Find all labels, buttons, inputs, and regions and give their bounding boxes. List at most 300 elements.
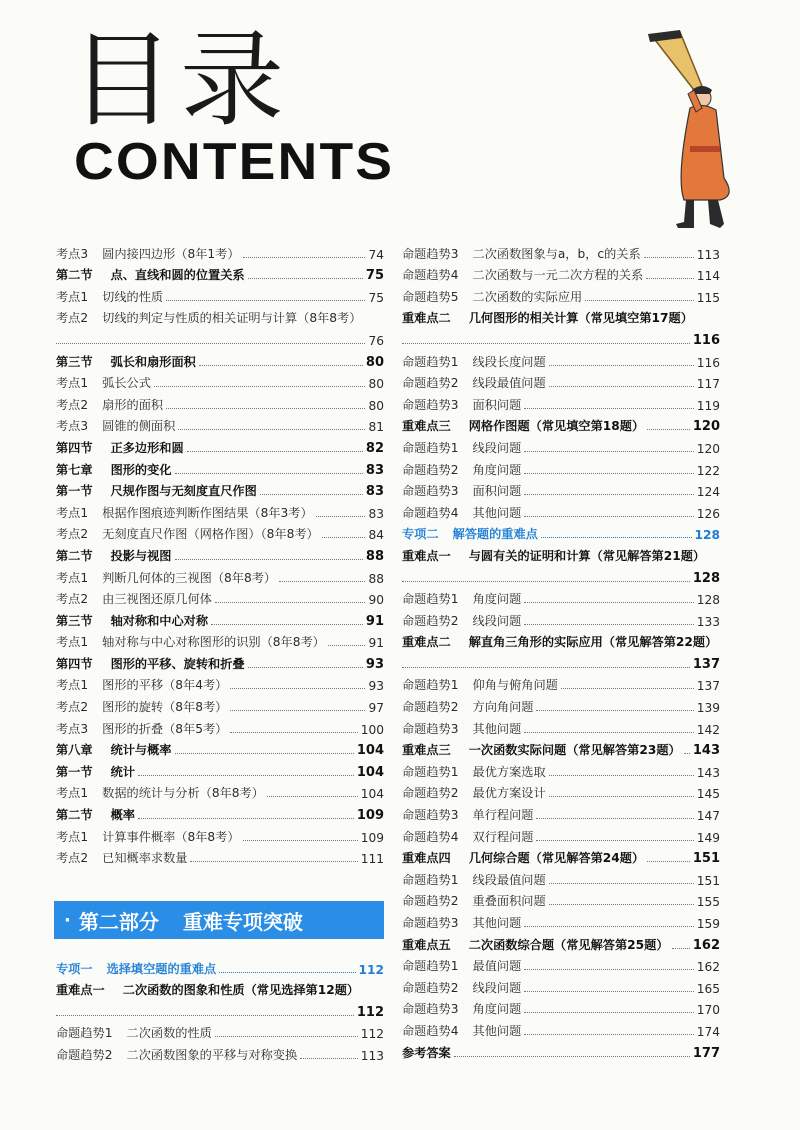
- toc-entry[interactable]: [56, 434, 384, 456]
- page-title: 目录: [70, 19, 291, 141]
- toc-entry-title: 线段问题: [472, 980, 522, 995]
- toc-entry[interactable]: [402, 953, 720, 975]
- toc-entry-page: 83: [368, 506, 384, 521]
- toc-entry[interactable]: [402, 866, 720, 888]
- dot-leader: [524, 991, 693, 992]
- dot-leader: [187, 451, 363, 452]
- toc-entry-title: 点、直线和圆的位置关系: [110, 268, 245, 283]
- toc-entry-key: 考点1: [56, 505, 89, 520]
- toc-entry-key: 第二节: [56, 808, 93, 823]
- toc-entry-title: 最优方案选取: [472, 764, 546, 779]
- toc-entry-page: 116: [696, 355, 720, 370]
- toc-entry-page: 128: [692, 570, 720, 586]
- dot-leader: [215, 602, 366, 603]
- toc-entry[interactable]: [56, 521, 384, 543]
- toc-entry-title: 概率: [110, 808, 135, 823]
- toc-entry-title: 图形的旋转（8年8考）: [102, 700, 228, 715]
- toc-entry-title: 线段最值问题: [472, 872, 546, 887]
- toc-entry[interactable]: [402, 931, 720, 953]
- toc-entry-page: 122: [696, 463, 720, 478]
- toc-entry-title: 其他问题: [472, 916, 522, 930]
- toc-entry-key: 命题趋势2: [402, 462, 459, 477]
- dot-leader: [178, 429, 365, 430]
- toc-entry-title: 线段长度问题: [472, 354, 546, 369]
- dot-leader: [524, 408, 693, 409]
- toc-entry-page: 162: [692, 937, 720, 953]
- toc-left-bottom: [56, 955, 384, 1063]
- toc-entry-title: 角度问题: [472, 462, 522, 477]
- toc-entry-key: 参考答案: [402, 1045, 451, 1060]
- dot-leader: [175, 753, 354, 754]
- dot-leader: [524, 926, 693, 927]
- toc-entry[interactable]: [402, 413, 720, 435]
- dot-leader: [230, 710, 365, 711]
- toc-entry-key: 第四节: [56, 440, 93, 455]
- toc-entry-title: 图形的变化: [110, 462, 172, 477]
- dot-leader: [454, 1056, 690, 1057]
- toc-entry-key: 命题趋势2: [402, 894, 459, 909]
- toc-entry-key: 考点1: [56, 289, 89, 304]
- toc-entry[interactable]: [56, 499, 384, 521]
- toc-entry[interactable]: [402, 607, 720, 629]
- toc-entry-key: 命题趋势4: [402, 505, 459, 520]
- toc-entry-page: 112: [358, 962, 384, 977]
- toc-entry[interactable]: [56, 305, 384, 327]
- toc-entry-key: 考点1: [56, 829, 89, 844]
- toc-entry-key: 第三节: [56, 613, 93, 628]
- toc-entry-key: 第二节: [56, 268, 93, 283]
- toc-entry-key: 考点3: [56, 419, 89, 434]
- toc-entry-key: 命题趋势2: [402, 980, 459, 995]
- toc-entry[interactable]: [56, 478, 384, 500]
- toc-entry[interactable]: [402, 283, 720, 305]
- toc-entry-key: 第八章: [56, 743, 93, 758]
- toc-entry-key: 考点1: [56, 786, 89, 801]
- toc-entry[interactable]: [56, 845, 384, 867]
- toc-entry-key: 命题趋势3: [402, 916, 459, 930]
- toc-entry-key: 重难点一: [56, 983, 105, 998]
- toc-entry-page: 75: [365, 268, 384, 284]
- toc-entry-key: 命题趋势1: [402, 764, 459, 779]
- toc-entry-key: 命题趋势1: [56, 1026, 113, 1041]
- toc-entry[interactable]: [402, 542, 720, 564]
- dot-leader: [322, 537, 366, 538]
- toc-entry[interactable]: [402, 326, 720, 348]
- toc-entry-title: 弧长和扇形面积: [110, 354, 196, 369]
- dot-leader: [243, 257, 366, 258]
- toc-entry[interactable]: [56, 564, 384, 586]
- toc-entry[interactable]: [402, 262, 720, 284]
- dot-leader: [243, 840, 358, 841]
- toc-entry-title: 面积问题: [472, 397, 522, 412]
- toc-entry-title: 尺规作图与无刻度直尺作图: [110, 484, 257, 499]
- dot-leader: [524, 602, 693, 603]
- toc-entry-key: 第二节: [56, 548, 93, 563]
- toc-entry-title: 二次函数的图象和性质（常见选择第12题）: [122, 983, 360, 998]
- toc-entry-page: 133: [696, 614, 720, 629]
- toc-entry-key: 第七章: [56, 462, 93, 477]
- toc-entry-key: 命题趋势4: [402, 829, 459, 844]
- toc-entry[interactable]: [402, 974, 720, 996]
- toc-entry[interactable]: [56, 413, 384, 435]
- toc-entry-title: 轴对称和中心对称: [110, 613, 209, 628]
- toc-entry[interactable]: [402, 499, 720, 521]
- toc-entry-title: 线段问题: [472, 613, 522, 628]
- toc-entry[interactable]: [56, 650, 384, 672]
- toc-left-column: [56, 240, 384, 866]
- toc-entry-title: 二次函数图象的平移与对称变换: [126, 1047, 298, 1062]
- dot-leader: [166, 408, 365, 409]
- toc-entry-key: 考点2: [56, 311, 89, 326]
- toc-entry-key: 命题趋势3: [402, 246, 459, 261]
- toc-entry-key: 考点2: [56, 527, 89, 542]
- dot-leader: [524, 624, 693, 625]
- toc-entry-title: 二次函数的性质: [126, 1026, 212, 1041]
- toc-entry-page: 93: [368, 679, 384, 694]
- toc-entry-title: 计算事件概率（8年8考）: [102, 829, 240, 844]
- dot-leader: [585, 300, 694, 301]
- toc-entry-page: 104: [356, 764, 384, 780]
- toc-entry[interactable]: [56, 672, 384, 694]
- dot-leader: [138, 775, 354, 776]
- toc-entry-key: 第一节: [56, 484, 93, 499]
- dot-leader: [647, 861, 690, 862]
- toc-entry-key: 考点1: [56, 376, 89, 391]
- toc-entry-page: 177: [692, 1045, 720, 1061]
- toc-entry-page: 109: [360, 830, 384, 845]
- toc-entry-key: 命题趋势2: [56, 1047, 113, 1062]
- toc-entry-page: 120: [692, 419, 720, 435]
- toc-entry[interactable]: [56, 607, 384, 629]
- toc-entry[interactable]: [402, 672, 720, 694]
- toc-entry-page: 83: [365, 462, 384, 478]
- dot-leader: [166, 300, 365, 301]
- toc-entry-key: 第四节: [56, 656, 93, 671]
- toc-entry[interactable]: [402, 780, 720, 802]
- toc-entry-page: 80: [365, 354, 384, 370]
- toc-entry-key: 专项二: [402, 527, 439, 542]
- toc-entry-title: 解答题的重难点: [452, 527, 538, 542]
- toc-entry-title: 轴对称与中心对称图形的识别（8年8考）: [102, 635, 325, 650]
- toc-entry-title: 圆锥的侧面积: [102, 419, 176, 434]
- dot-leader: [248, 278, 363, 279]
- toc-entry-key: 命题趋势3: [402, 721, 459, 736]
- toc-entry[interactable]: [402, 586, 720, 608]
- toc-entry[interactable]: [402, 845, 720, 867]
- toc-entry-key: 重难点三: [402, 743, 451, 758]
- toc-entry[interactable]: [56, 780, 384, 802]
- toc-entry-page: 91: [368, 636, 384, 651]
- toc-entry[interactable]: [402, 348, 720, 370]
- dot-leader: [215, 1036, 358, 1037]
- toc-entry-page: 143: [692, 743, 720, 759]
- toc-entry[interactable]: [402, 715, 720, 737]
- toc-entry-title: 面积问题: [472, 484, 522, 499]
- toc-entry-key: 第一节: [56, 764, 93, 779]
- toc-entry-key: 命题趋势3: [402, 484, 459, 499]
- toc-entry[interactable]: [402, 801, 720, 823]
- toc-entry-title: 弧长公式: [102, 376, 151, 391]
- toc-entry-page: 112: [356, 1004, 384, 1020]
- toc-entry-title: 线段最值问题: [472, 376, 546, 391]
- toc-entry-title: 统计: [110, 764, 135, 779]
- dot-leader: [199, 365, 363, 366]
- toc-entry-page: 143: [696, 765, 720, 780]
- dot-leader: [279, 581, 365, 582]
- toc-entry-title: 数据的统计与分析（8年8考）: [102, 786, 264, 801]
- toc-entry[interactable]: [56, 715, 384, 737]
- dot-leader: [175, 559, 363, 560]
- toc-entry-page: 128: [694, 528, 720, 543]
- toc-entry-page: 145: [696, 787, 720, 802]
- toc-right-column: [402, 240, 720, 1061]
- toc-entry-page: 170: [696, 1003, 720, 1018]
- toc-entry[interactable]: [56, 1020, 384, 1042]
- dot-leader: [56, 1015, 354, 1016]
- dot-leader: [248, 667, 363, 668]
- dot-leader: [524, 516, 693, 517]
- toc-entry-page: 82: [365, 440, 384, 456]
- toc-entry-page: 151: [692, 851, 720, 867]
- toc-entry-key: 重难点二: [402, 635, 451, 650]
- toc-entry-title: 最优方案设计: [472, 786, 546, 801]
- dot-leader: [190, 861, 357, 862]
- toc-entry-title: 投影与视图: [110, 548, 172, 563]
- toc-entry-page: 109: [356, 808, 384, 824]
- toc-entry-page: 116: [692, 332, 720, 348]
- dot-leader: [561, 688, 694, 689]
- toc-entry[interactable]: [402, 758, 720, 780]
- toc-entry[interactable]: [56, 737, 384, 759]
- banner-title: 重难专项突破: [182, 909, 303, 934]
- toc-entry[interactable]: [402, 370, 720, 392]
- toc-entry-key: 命题趋势2: [402, 376, 459, 391]
- toc-entry-page: 162: [696, 960, 720, 975]
- dot-leader: [536, 818, 693, 819]
- dot-leader: [549, 796, 694, 797]
- toc-entry[interactable]: [56, 629, 384, 651]
- banner-part: 第二部分: [78, 909, 159, 934]
- toc-entry-title: 角度问题: [472, 592, 522, 607]
- page-subtitle: CONTENTS: [74, 133, 395, 191]
- dot-leader: [328, 645, 366, 646]
- toc-entry-page: 117: [696, 377, 720, 392]
- toc-entry-title: 解直角三角形的实际应用（常见解答第22题）: [468, 635, 718, 650]
- toc-entry-title: 由三视图还原几何体: [102, 592, 212, 607]
- toc-entry-page: 88: [368, 571, 384, 586]
- toc-entry-title: 统计与概率: [110, 743, 172, 758]
- dot-leader: [536, 840, 693, 841]
- toc-entry-key: 考点2: [56, 397, 89, 412]
- toc-entry-key: 考点2: [56, 592, 89, 607]
- toc-entry[interactable]: [56, 955, 384, 977]
- toc-entry-title: 已知概率求数量: [102, 851, 188, 866]
- dot-leader: [230, 732, 357, 733]
- toc-entry-page: 81: [368, 420, 384, 435]
- toc-entry-key: 考点1: [56, 635, 89, 650]
- dot-leader: [402, 581, 690, 582]
- toc-entry-title: 圆内接四边形（8年1考）: [102, 246, 240, 261]
- dot-leader: [541, 537, 692, 538]
- toc-entry[interactable]: [56, 283, 384, 305]
- dot-leader: [524, 1034, 693, 1035]
- toc-entry-key: 命题趋势4: [402, 268, 459, 283]
- toc-entry-key: 重难点五: [402, 937, 451, 952]
- toc-entry-key: 专项一: [56, 961, 93, 976]
- dot-leader: [672, 948, 690, 949]
- toc-entry-page: 113: [360, 1048, 384, 1063]
- dot-leader: [300, 1058, 358, 1059]
- toc-entry-key: 命题趋势1: [402, 872, 459, 887]
- toc-entry-title: 方向角问题: [472, 700, 534, 715]
- toc-entry-key: 重难点一: [402, 548, 451, 563]
- toc-entry-title: 切线的性质: [102, 289, 164, 304]
- toc-entry[interactable]: [402, 1039, 720, 1061]
- toc-entry-page: 80: [368, 398, 384, 413]
- toc-entry[interactable]: [56, 391, 384, 413]
- toc-entry[interactable]: [56, 348, 384, 370]
- toc-entry-title: 几何图形的相关计算（常见填空第17题）: [468, 311, 693, 326]
- toc-entry-title: 仰角与俯角问题: [472, 678, 558, 693]
- toc-entry-page: 112: [360, 1027, 384, 1042]
- toc-entry[interactable]: [402, 823, 720, 845]
- toc-entry-title: 重叠面积问题: [472, 894, 546, 909]
- toc-entry-page: 174: [696, 1024, 720, 1039]
- toc-entry[interactable]: [56, 693, 384, 715]
- dot-leader: [524, 732, 693, 733]
- part-two-banner: [54, 901, 384, 939]
- toc-entry[interactable]: [56, 240, 384, 262]
- toc-entry[interactable]: [402, 391, 720, 413]
- toc-entry-key: 考点3: [56, 246, 89, 261]
- toc-entry-page: 165: [696, 981, 720, 996]
- toc-entry-key: 重难点四: [402, 851, 451, 866]
- toc-entry-title: 最值问题: [472, 959, 522, 974]
- toc-entry[interactable]: [402, 909, 720, 931]
- toc-entry-key: 命题趋势4: [402, 1023, 459, 1038]
- toc-entry-title: 其他问题: [472, 1023, 522, 1038]
- toc-entry-key: 重难点三: [402, 419, 451, 434]
- horn-player-illustration: [640, 28, 750, 228]
- toc-entry-key: 命题趋势3: [402, 808, 459, 823]
- toc-entry[interactable]: [56, 977, 384, 999]
- dot-leader: [524, 494, 693, 495]
- toc-entry-key: 考点1: [56, 678, 89, 693]
- toc-entry-key: 命题趋势3: [402, 1002, 459, 1017]
- toc-entry-page: 75: [368, 290, 384, 305]
- toc-entry-title: 根据作图痕迹判断作图结果（8年3考）: [102, 505, 313, 520]
- toc-entry-title: 切线的判定与性质的相关证明与计算（8年8考）: [102, 311, 362, 326]
- toc-entry[interactable]: [402, 521, 720, 543]
- dot-leader: [524, 473, 693, 474]
- toc-entry[interactable]: [56, 262, 384, 284]
- toc-entry-page: 114: [696, 269, 720, 284]
- toc-entry-title: 线段问题: [472, 440, 522, 455]
- toc-entry-page: 80: [368, 377, 384, 392]
- toc-entry[interactable]: [402, 888, 720, 910]
- dot-leader: [154, 386, 366, 387]
- toc-entry-page: 142: [696, 722, 720, 737]
- toc-entry-page: 84: [368, 528, 384, 543]
- toc-entry[interactable]: [56, 801, 384, 823]
- toc-entry-page: 76: [368, 333, 384, 348]
- toc-entry-key: 命题趋势5: [402, 289, 459, 304]
- dot-leader: [138, 818, 354, 819]
- toc-entry[interactable]: [402, 1017, 720, 1039]
- toc-entry-title: 网格作图题（常见填空第18题）: [468, 419, 645, 434]
- toc-entry-page: 120: [696, 441, 720, 456]
- toc-entry[interactable]: [56, 542, 384, 564]
- dot-leader: [524, 1012, 693, 1013]
- toc-entry-title: 双行程问题: [472, 829, 534, 844]
- toc-entry[interactable]: [402, 456, 720, 478]
- toc-entry[interactable]: [402, 737, 720, 759]
- dot-leader: [211, 624, 363, 625]
- toc-entry[interactable]: [402, 564, 720, 586]
- dot-leader: [549, 365, 694, 366]
- toc-entry[interactable]: [402, 478, 720, 500]
- toc-entry[interactable]: [56, 586, 384, 608]
- toc-entry-key: 命题趋势2: [402, 700, 459, 715]
- dot-leader: [260, 494, 363, 495]
- toc-entry-page: 155: [696, 895, 720, 910]
- toc-entry-page: 90: [368, 593, 384, 608]
- dot-leader: [402, 343, 690, 344]
- toc-entry-title: 几何综合题（常见解答第24题）: [468, 851, 645, 866]
- toc-entry[interactable]: [56, 1041, 384, 1063]
- toc-entry-title: 二次函数与一元二次方程的关系: [472, 268, 644, 283]
- toc-entry-title: 二次函数综合题（常见解答第25题）: [468, 937, 669, 952]
- dot-leader: [644, 257, 694, 258]
- dot-leader: [316, 516, 366, 517]
- toc-entry-page: 124: [696, 485, 720, 500]
- toc-entry-title: 图形的折叠（8年5考）: [102, 721, 228, 736]
- toc-entry-key: 第三节: [56, 354, 93, 369]
- dot-leader: [549, 883, 694, 884]
- dot-leader: [684, 753, 690, 754]
- toc-entry[interactable]: [402, 693, 720, 715]
- toc-entry-title: 二次函数的实际应用: [472, 289, 583, 304]
- toc-entry[interactable]: [56, 823, 384, 845]
- toc-entry[interactable]: [56, 998, 384, 1020]
- toc-entry[interactable]: [402, 240, 720, 262]
- banner-bullet: ·: [64, 909, 71, 931]
- toc-entry-title: 二次函数图象与a，b，c的关系: [472, 246, 641, 261]
- toc-entry-page: 139: [696, 701, 720, 716]
- toc-entry-key: 命题趋势1: [402, 592, 459, 607]
- dot-leader: [56, 343, 365, 344]
- dot-leader: [549, 775, 694, 776]
- toc-entry[interactable]: [56, 456, 384, 478]
- toc-entry[interactable]: [402, 434, 720, 456]
- toc-entry-page: 137: [696, 679, 720, 694]
- toc-entry-key: 命题趋势2: [402, 613, 459, 628]
- toc-entry-title: 单行程问题: [472, 808, 534, 823]
- toc-entry[interactable]: [56, 370, 384, 392]
- toc-entry[interactable]: [402, 629, 720, 651]
- toc-entry[interactable]: [402, 650, 720, 672]
- toc-entry[interactable]: [56, 326, 384, 348]
- toc-entry-page: 93: [365, 656, 384, 672]
- toc-entry[interactable]: [56, 758, 384, 780]
- dot-leader: [549, 386, 694, 387]
- toc-entry-page: 97: [368, 701, 384, 716]
- toc-entry[interactable]: [402, 996, 720, 1018]
- toc-entry-title: 其他问题: [472, 721, 522, 736]
- toc-entry-title: 角度问题: [472, 1002, 522, 1017]
- toc-entry[interactable]: [402, 305, 720, 327]
- toc-entry-page: 111: [360, 852, 384, 867]
